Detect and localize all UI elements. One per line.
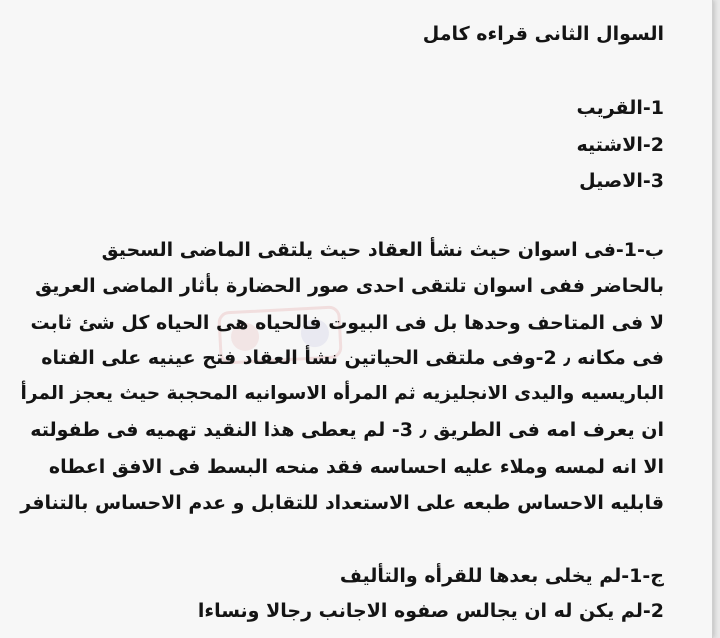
part-b-line-5: الباريسيه واليدى الانجليزيه ثم المرأه الاسوانيه المحجبة حيث يعجز المرأ [20, 383, 664, 404]
part-b-line-7: الا انه لمسه وملاء عليه احساسه فقد منحه البسط فى الافق اعطاه [48, 456, 664, 478]
part-a-item-1: 1-القريب [576, 97, 664, 119]
part-a-item-2: 2-الاشتيه [576, 134, 664, 156]
part-a-item-3: 3-الاصيل [579, 170, 664, 192]
part-b-line-6: ان يعرف امه فى الطريق ٫ 3- لم يعطى هذا النقيد تهميه فى طفولته [30, 419, 664, 441]
part-b-line-4: فى مكانه ٫ 2-وفى ملتقى الحياتين نشأ العقاد فتح عينيه على الفتاه [41, 347, 664, 369]
part-b-line-3: لا فى المتاحف وحدها بل فى البيوت فالحياه هى الحياه كل شئ ثابت [30, 312, 664, 334]
part-b-line-2: بالحاضر ففى اسوان تلتقى احدى صور الحضارة بأثار الماضى العريق [35, 275, 664, 297]
part-b-line-1: ب-1-فى اسوان حيث نشأ العقاد حيث يلتقى الماضى السحيق [101, 239, 664, 261]
part-c-item-1: ج-1-لم يخلى بعدها للقرأه والتأليف [339, 565, 664, 587]
part-b-line-8: قابليه الاحساس طبعه على الاستعداد للتقابل و عدم الاحساس بالتنافر [20, 492, 664, 514]
part-c-item-2: 2-لم يكن له ان يجالس صفوه الاجانب رجالا ونساءا [197, 600, 664, 622]
question-heading: السوال الثانى قراءه كامل [422, 23, 664, 45]
